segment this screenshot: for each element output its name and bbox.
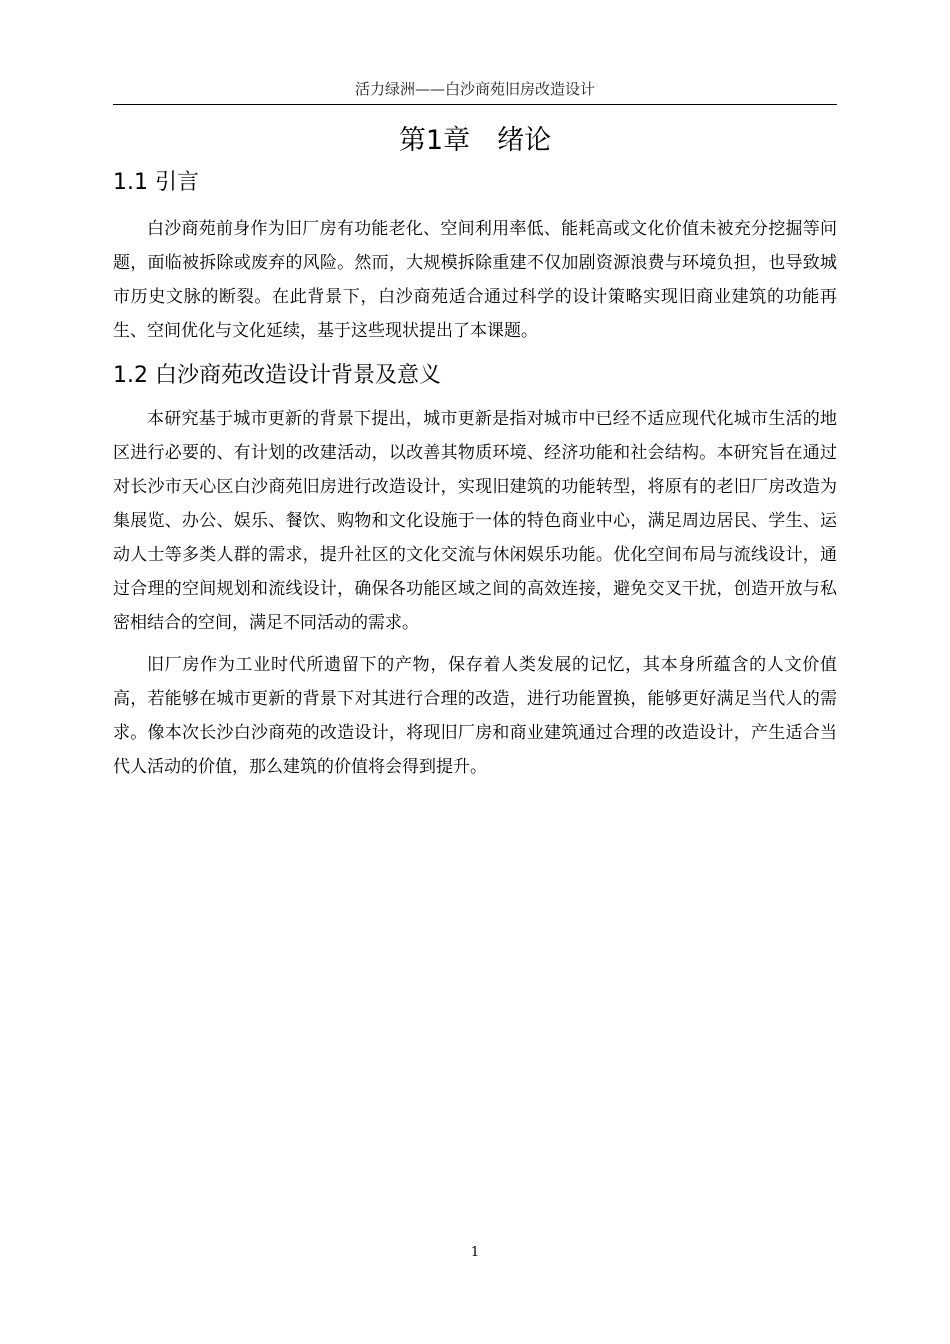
running-header: 活力绿洲——白沙商苑旧房改造设计 [354,80,595,98]
header-divider [113,104,837,105]
paragraph-intro: 白沙商苑前身作为旧厂房有功能老化、空间利用率低、能耗高或文化价值未被充分挖掘等问题，面临被拆除或废弃的风险。然而，大规模拆除重建不仅加剧资源浪费与环境负担，也导致城市历史文脉的断裂。在此背景下，白沙商苑适合通过科学的设计策略实现旧商业建筑的功能再生、空间优化与文化延续，基于这些现状提出了本课题。 [113,219,837,341]
page-number: 1 [470,1245,480,1260]
section-heading-1-1: 1.1 引言 [113,170,199,195]
section-heading-1-2: 1.2 白沙商苑改造设计背景及意义 [113,363,441,388]
chapter-title: 第1章 绪论 [398,125,552,156]
paragraph-background: 本研究基于城市更新的背景下提出，城市更新是指对城市中已经不适应现代化城市生活的地区进行必要的、有计划的改建活动，以改善其物质环境、经济功能和社会结构。本研究旨在通过对长沙市天心区白沙商苑旧房进行改造设计，实现旧建筑的功能转型，将原有的老旧厂房改造为集展览、办公、娱乐、餐饮、购物和文化设施于一体的特色商业中心，满足周边居民、学生、运动人士等多类人群的需求，提升社区的文化交流与休闲娱乐功能。优化空间布局与流线设计，通过合理的空间规划和流线设计，确保各功能区域之间的高效连接，避免交叉干扰，创造开放与私密相结合的空间，满足不同活动的需求。 [113,409,837,633]
paragraph-significance: 旧厂房作为工业时代所遗留下的产物，保存着人类发展的记忆，其本身所蕴含的人文价值高，若能够在城市更新的背景下对其进行合理的改造，进行功能置换，能够更好满足当代人的需求。像本次长沙白沙商苑的改造设计，将现旧厂房和商业建筑通过合理的改造设计，产生适合当代人活动的价值，那么建筑的价值将会得到提升。 [113,655,837,777]
